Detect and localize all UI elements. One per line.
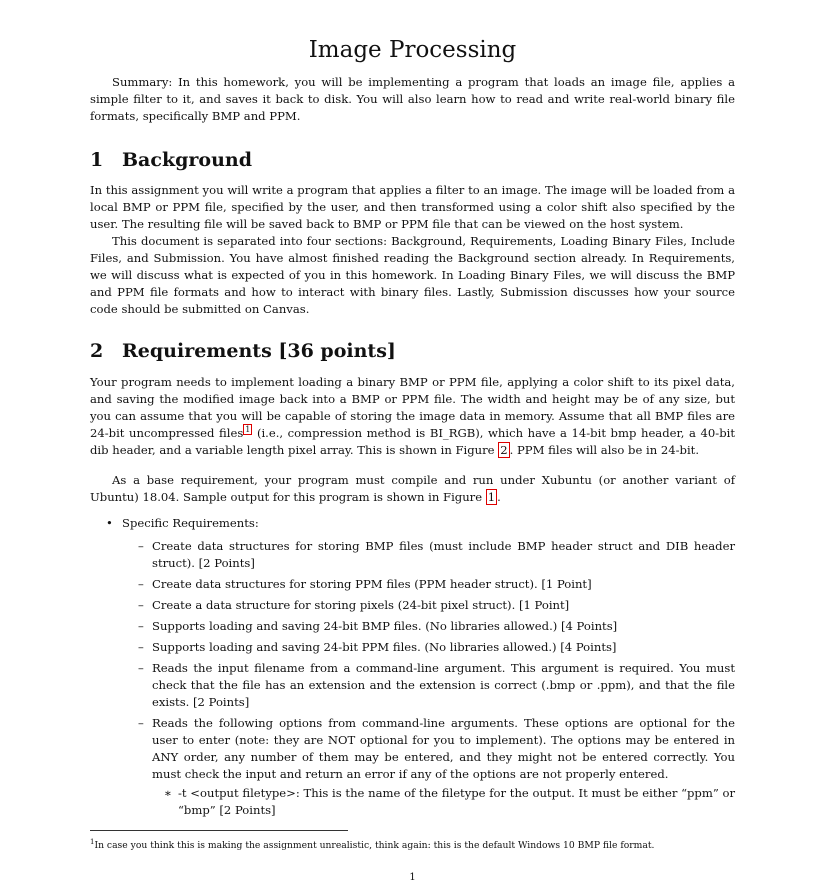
page-number: 1 bbox=[409, 872, 416, 883]
figure-link[interactable]: 1 bbox=[487, 490, 496, 504]
requirements-list bbox=[90, 515, 735, 823]
document-title: Image Processing bbox=[308, 37, 517, 63]
text-run: (i.e., compression method is BI_RGB), which have a 14-bit bmp header, a 40-bit dib header, and a variable length pixel array. This is shown in Figure bbox=[90, 426, 735, 457]
dash-icon: – bbox=[138, 716, 144, 730]
text-run: Your program needs to implement loading a binary BMP or PPM file, applying a color shift to its pixel data, and saving the modified image back into a BMP or PPM file. The width and height may be of any size, but you can assume that you will be capable of storing the image data in memory. Assume that all BMP files are 24-bit uncompressed files bbox=[90, 375, 735, 440]
list-item bbox=[122, 538, 735, 572]
requirements-paragraph-2 bbox=[90, 472, 735, 506]
footnote-text: In case you think this is making the assignment unrealistic, think again: this is the default Windows 10 BMP file format. bbox=[94, 840, 655, 852]
section-number: 1 bbox=[90, 149, 104, 171]
list-item-text: Create data structures for storing PPM files (PPM header struct). [1 Point] bbox=[152, 577, 592, 591]
footnote-link[interactable]: 1 bbox=[245, 425, 251, 435]
bullet-icon: • bbox=[106, 516, 113, 530]
star-bullet-icon: ∗ bbox=[164, 786, 172, 800]
requirements-paragraph-1 bbox=[90, 374, 735, 459]
text-run: As a base requirement, your program must compile and run under Xubuntu (or another variant of Ubuntu) 18.04. Sample output for this program is shown in Figure bbox=[90, 473, 735, 504]
list-item bbox=[122, 618, 735, 635]
dash-icon: – bbox=[138, 598, 144, 612]
list-item bbox=[152, 785, 735, 819]
text-run: . bbox=[497, 490, 501, 504]
dash-icon: – bbox=[138, 640, 144, 654]
background-paragraph-1: In this assignment you will write a program that applies a filter to an image. The image will be loaded from a local BMP or PPM file, specified by the user, and then transformed using a color shift also specified by the user. The resulting file will be saved back to BMP or PPM file that can be viewed on the host system. bbox=[90, 183, 735, 231]
list-item-text: -t <output filetype>: This is the name of the filetype for the output. It must be either “ppm” or “bmp” [2 Points] bbox=[178, 786, 735, 817]
list-item bbox=[90, 515, 735, 819]
list-item-text: Supports loading and saving 24-bit BMP files. (No libraries allowed.) [4 Points] bbox=[152, 619, 618, 633]
dash-icon: – bbox=[138, 661, 144, 675]
list-item-text: Create data structures for storing BMP files (must include BMP header struct and DIB header struct). [2 Points] bbox=[152, 539, 735, 570]
footnote bbox=[90, 836, 735, 852]
dash-icon: – bbox=[138, 577, 144, 591]
section-title: Background bbox=[122, 149, 252, 171]
background-paragraph-2: This document is separated into four sections: Background, Requirements, Loading Binary Files, Include Files, and Submission. You have almost finished reading the Background section already. In Requirements, we will discuss what is expected of you in this homework. In Loading Binary Files, we will discuss the BMP and PPM file formats and how to interact with binary files. Lastly, Submission discusses how your source code should be submitted on Canvas. bbox=[90, 234, 735, 316]
list-item-text: Supports loading and saving 24-bit PPM files. (No libraries allowed.) [4 Points] bbox=[152, 640, 617, 654]
list-item-label: Specific Requirements: bbox=[122, 516, 259, 530]
section-heading-requirements bbox=[90, 339, 396, 363]
list-item bbox=[122, 715, 735, 819]
list-item-text: Create a data structure for storing pixels (24-bit pixel struct). [1 Point] bbox=[152, 598, 570, 612]
list-item bbox=[122, 597, 735, 614]
footnote-mark: 1 bbox=[90, 838, 95, 846]
list-item-text: Reads the following options from command-line arguments. These options are optional for the user to enter (note: they are NOT optional for you to implement). The options may be entered in ANY order, any number of them may be entered, and they might not be entered correctly. You must check the input and return an error if any of the options are not properly entered. bbox=[152, 716, 735, 781]
summary-paragraph: Summary: In this homework, you will be implementing a program that loads an image file, applies a simple filter to it, and saves it back to disk. You will also learn how to read and write real-world binary file formats, specifically BMP and PPM. bbox=[90, 75, 735, 123]
specific-requirements-list bbox=[122, 538, 735, 819]
list-item-text: Reads the input filename from a command-line argument. This argument is required. You must check that the file has an extension and the extension is correct (.bmp or .ppm), and that the file exists. [2 Points] bbox=[152, 661, 735, 709]
list-item bbox=[122, 660, 735, 711]
footnote-rule bbox=[90, 830, 348, 831]
section-heading-background bbox=[90, 148, 252, 172]
options-list bbox=[152, 785, 735, 819]
section-title: Requirements [36 points] bbox=[122, 340, 396, 362]
section-number: 2 bbox=[90, 340, 104, 362]
dash-icon: – bbox=[138, 539, 144, 553]
list-item bbox=[122, 639, 735, 656]
dash-icon: – bbox=[138, 619, 144, 633]
figure-link[interactable]: 2 bbox=[500, 443, 508, 457]
list-item bbox=[122, 576, 735, 593]
text-run: . PPM files will also be in 24-bit. bbox=[509, 443, 700, 457]
